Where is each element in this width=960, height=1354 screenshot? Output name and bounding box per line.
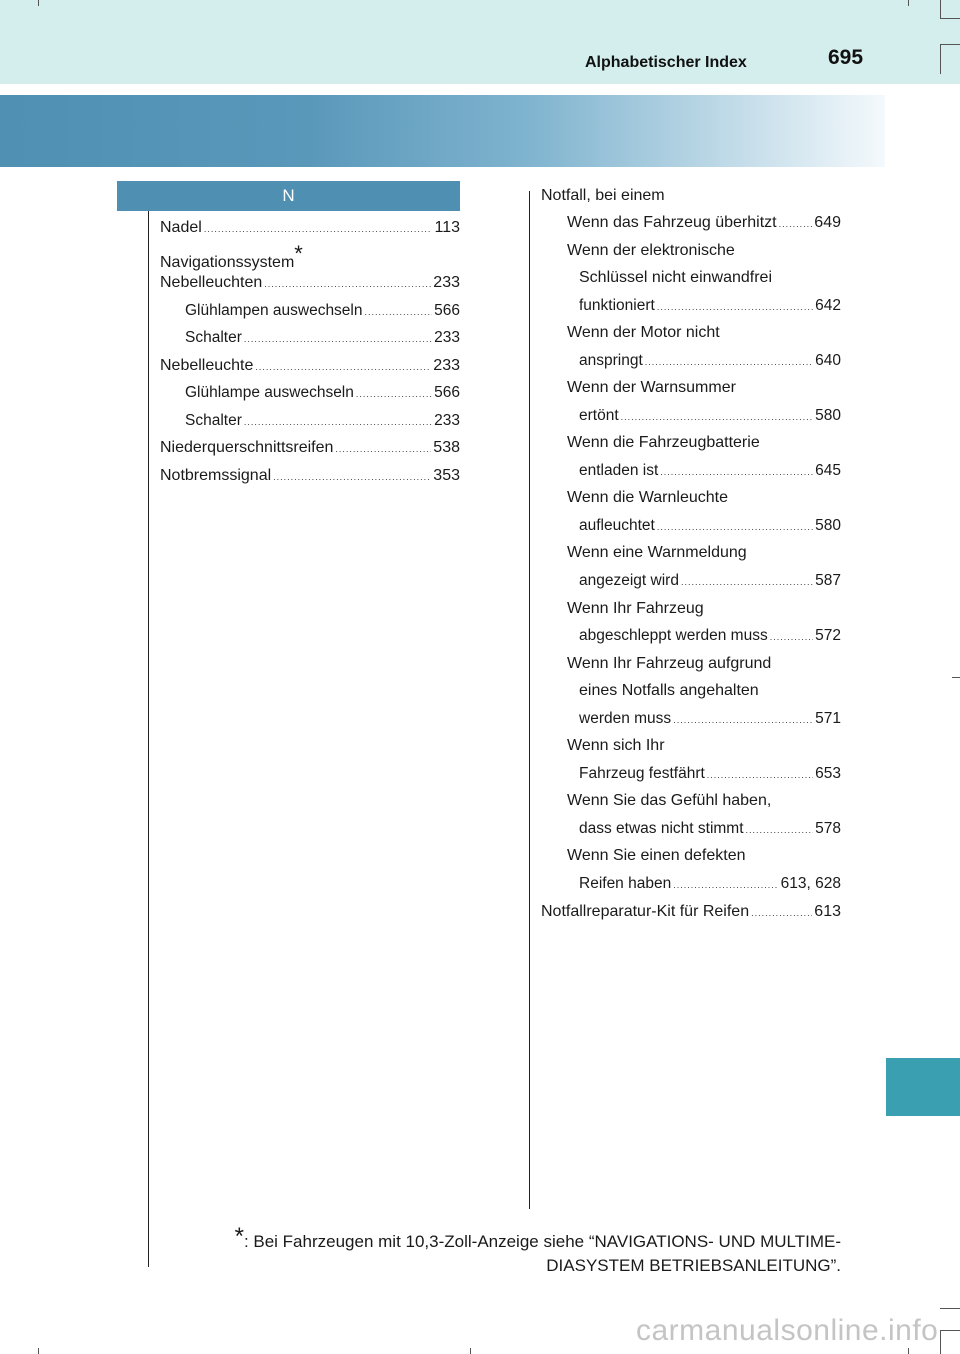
dot-leader [673,715,813,725]
footnote-line-1 [141,1223,841,1254]
crop-mark [940,1308,960,1309]
index-subentry [567,214,841,232]
index-subentry [567,655,771,673]
page-number: 695 [828,46,864,69]
footnote-marker: * [234,1223,244,1250]
dot-leader [365,307,433,317]
crop-mark [952,677,960,678]
index-subentry-continuation [579,297,841,315]
index-subentry [567,324,720,342]
index-entry-page: 580 [815,517,841,534]
index-entry-page: 645 [815,462,841,479]
crop-mark [38,1348,39,1354]
index-entry-page: 572 [815,627,841,644]
index-subentry [567,792,771,810]
index-subentry [567,379,736,397]
crop-mark [908,0,909,6]
index-entry-label: entladen ist [579,462,659,479]
dot-leader [779,219,813,229]
footnote-line-2: DIASYSTEM BETRIEBSANLEITUNG”. [546,1256,841,1275]
dot-leader [335,444,431,454]
index-entry-label: Wenn Sie das Gefühl haben, [567,792,772,809]
index-entry-label: Wenn die Fahrzeugbatterie [567,434,760,451]
index-subentry-continuation [579,572,841,590]
crop-mark [908,1348,909,1354]
header-title: Alphabetischer Index [585,54,747,71]
index-subentry [185,412,460,430]
index-entry-label: Wenn eine Warnmeldung [567,544,747,561]
index-subentry-continuation [579,710,841,728]
crop-mark [940,1330,960,1331]
index-subentry [567,544,747,562]
dot-leader [645,357,813,367]
index-entry-page: 649 [814,214,841,231]
dot-leader [673,880,778,890]
index-entry-page: 587 [815,572,841,589]
dot-leader [204,224,433,234]
index-entry-page: 233 [434,329,460,346]
index-subentry [185,302,460,320]
index-entry-label: Wenn der elektronische [567,242,735,259]
index-entry [160,467,460,485]
dot-leader [621,412,813,422]
index-entry [541,903,841,921]
dot-leader [657,522,813,532]
index-subentry-continuation [579,269,772,287]
dot-leader [707,770,813,780]
index-entry-page: 113 [434,219,460,236]
crop-mark [940,44,960,45]
crop-mark [940,1330,941,1354]
index-entry [160,274,460,292]
index-subentry-continuation [579,875,841,893]
index-entry-label: Wenn der Motor nicht [567,324,720,341]
dot-leader [264,279,431,289]
left-column-rule [148,211,149,1267]
index-entry-page: 653 [815,765,841,782]
dot-leader [660,467,813,477]
index-entry-label: Navigationssystem [160,254,295,271]
index-entry-label: Wenn das Fahrzeug überhitzt [567,214,777,231]
footnote-text: : Bei Fahrzeugen mit 10,3-Zoll-Anzeige siehe “NAVIGATIONS- UND MULTIME- [243,1232,841,1251]
index-entry-label: Wenn die Warnleuchte [567,489,728,506]
dot-leader [273,472,431,482]
chapter-side-tab [886,1058,960,1116]
index-entry [160,357,460,375]
dot-leader [255,362,431,372]
index-entry-label: Glühlampe auswechseln [185,384,354,401]
index-entry-page: 566 [434,302,460,319]
index-subentry [567,434,760,452]
index-entry-label: ertönt [579,407,619,424]
index-entry-page: 353 [433,467,460,484]
index-subentry-continuation [579,517,841,535]
index-subentry-continuation [579,407,841,425]
crop-mark [940,44,941,74]
header-band [0,0,960,84]
index-entry-label: abgeschleppt werden muss [579,627,768,644]
dot-leader [244,334,432,344]
index-entry-page: 538 [433,439,460,456]
index-entry-page: 613, 628 [780,875,841,892]
index-subentry [185,329,460,347]
decorative-gradient-band [0,95,885,167]
index-entry-label: Wenn der Warnsummer [567,379,736,396]
index-entry-label: anspringt [579,352,643,369]
index-entry [160,241,303,273]
index-entry [160,439,460,457]
index-entry-label: Wenn sich Ihr [567,737,665,754]
index-entry-page: 640 [815,352,841,369]
index-entry-page: 233 [433,274,460,291]
index-entry-label: Schalter [185,329,242,346]
index-entry-label: Fahrzeug festfährt [579,765,705,782]
index-subentry [567,489,728,507]
index-entry-label: aufleuchtet [579,517,655,534]
index-entry [160,219,460,237]
middle-column-rule [529,191,530,1209]
index-entry-page: 613 [814,903,841,920]
index-entry-label: dass etwas nicht stimmt [579,820,744,837]
index-entry-label: Nebelleuchten [160,274,263,291]
index-entry-label: angezeigt wird [579,572,679,589]
footnote-marker: * [294,241,303,266]
index-entry-label: Nebelleuchte [160,357,254,374]
footnote [141,1223,841,1278]
dot-leader [751,908,812,918]
index-entry-label: werden muss [579,710,672,727]
index-subentry [185,384,460,402]
index-entry-label: funktioniert [579,297,655,314]
index-entry-label: Wenn Ihr Fahrzeug [567,600,704,617]
index-entry-label: Wenn Ihr Fahrzeug aufgrund [567,655,772,672]
section-letter-tab: N [117,181,460,211]
index-entry-label: Notbremssignal [160,467,272,484]
crop-mark [940,18,960,19]
watermark: carmanualsonline.info [636,1314,939,1347]
dot-leader [681,577,813,587]
index-entry-label: Wenn Sie einen defekten [567,847,746,864]
index-entry-label: Niederquerschnittsreifen [160,439,334,456]
index-subentry [567,847,746,865]
index-entry-page: 578 [815,820,841,837]
index-entry-page: 566 [434,384,460,401]
index-entry-page: 571 [815,710,841,727]
index-subentry [567,600,704,618]
dot-leader [657,302,813,312]
dot-leader [356,389,432,399]
crop-mark [470,1348,471,1354]
index-subentry [567,737,665,755]
dot-leader [746,825,814,835]
index-subentry-continuation [579,820,841,838]
index-entry [541,187,665,205]
index-subentry [567,242,735,260]
index-entry-label: Notfallreparatur-Kit für Reifen [541,903,750,920]
index-entry-label: eines Notfalls angehalten [579,682,759,699]
crop-mark [940,0,941,18]
index-entry-page: 233 [434,412,460,429]
index-entry-page: 580 [815,407,841,424]
index-subentry-continuation [579,627,841,645]
index-entry-label: Schlüssel nicht einwandfrei [579,269,772,286]
index-entry-label: Reifen haben [579,875,672,892]
index-entry-label: Glühlampen auswechseln [185,302,363,319]
index-subentry-continuation [579,462,841,480]
dot-leader [770,632,813,642]
index-subentry-continuation [579,682,759,700]
index-entry-page: 233 [433,357,460,374]
index-subentry-continuation [579,352,841,370]
dot-leader [244,417,432,427]
crop-mark [38,0,39,6]
index-entry-label: Schalter [185,412,242,429]
index-entry-label: Nadel [160,219,202,236]
index-entry-label: Notfall, bei einem [541,187,665,204]
index-subentry-continuation [579,765,841,783]
index-entry-page: 642 [815,297,841,314]
